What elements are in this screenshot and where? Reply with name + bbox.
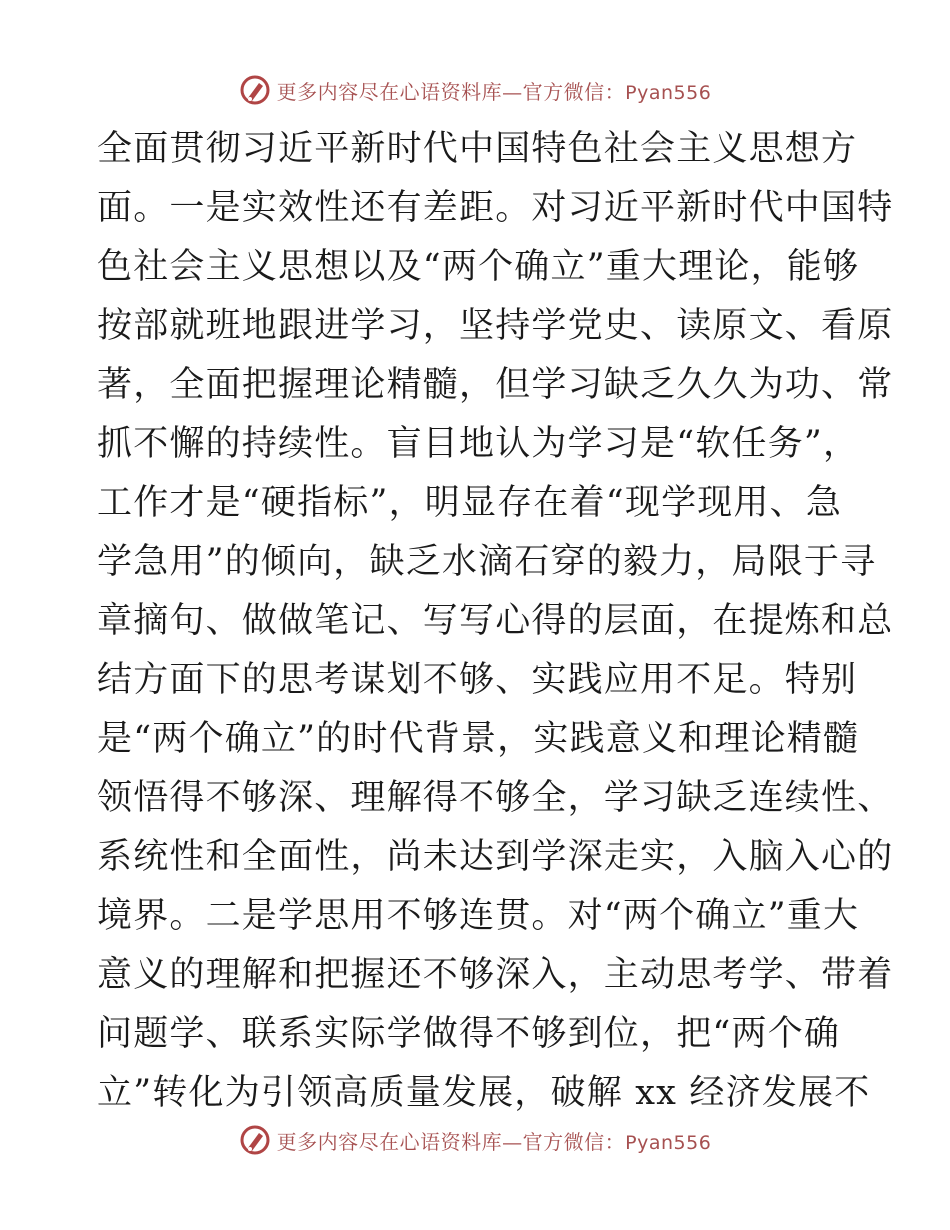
header-banner-text: 更多内容尽在心语资料库—官方微信：Pyan556 [276,79,712,104]
text-line: 著，全面把握理论精髓，但学习缺乏久久为功、常 [97,365,894,405]
footer-banner-text: 更多内容尽在心语资料库—官方微信：Pyan556 [276,1129,712,1154]
text-line: 抓不懈的持续性。盲目地认为学习是“软任务”， [97,424,860,464]
footer-banner [0,1120,950,1160]
text-line: 工作才是“硬指标”，明显存在着“现学现用、急 [97,483,843,523]
pen-logo-icon [239,1124,271,1156]
text-line: 学急用”的倾向，缺乏水滴石穿的毅力，局限于寻 [97,542,877,582]
text-line: 系统性和全面性，尚未达到学深走实，入脑入心的 [97,837,894,877]
text-line: 是“两个确立”的时代背景，实践意义和理论精髓 [97,719,860,759]
text-line: 色社会主义思想以及“两个确立”重大理论，能够 [97,247,860,287]
pen-logo-icon [239,74,271,106]
document-body [97,120,894,1123]
text-line: 意义的理解和把握还不够深入，主动思考学、带着 [97,955,894,995]
header-banner [0,70,950,110]
text-line: 问题学、联系实际学做得不够到位，把“两个确 [97,1014,841,1054]
text-line: 结方面下的思考谋划不够、实践应用不足。特别 [97,660,858,700]
text-line: 境界。二是学思用不够连贯。对“两个确立”重大 [97,896,860,936]
text-line: 立”转化为引领高质量发展，破解 xx 经济发展不 [97,1073,871,1113]
text-line: 面。一是实效性还有差距。对习近平新时代中国特 [97,188,894,228]
text-line: 领悟得不够深、理解得不够全，学习缺乏连续性、 [97,778,894,818]
text-line: 全面贯彻习近平新时代中国特色社会主义思想方 [97,129,858,169]
text-line: 章摘句、做做笔记、写写心得的层面，在提炼和总 [97,601,894,641]
text-line: 按部就班地跟进学习，坚持学党史、读原文、看原 [97,306,894,346]
